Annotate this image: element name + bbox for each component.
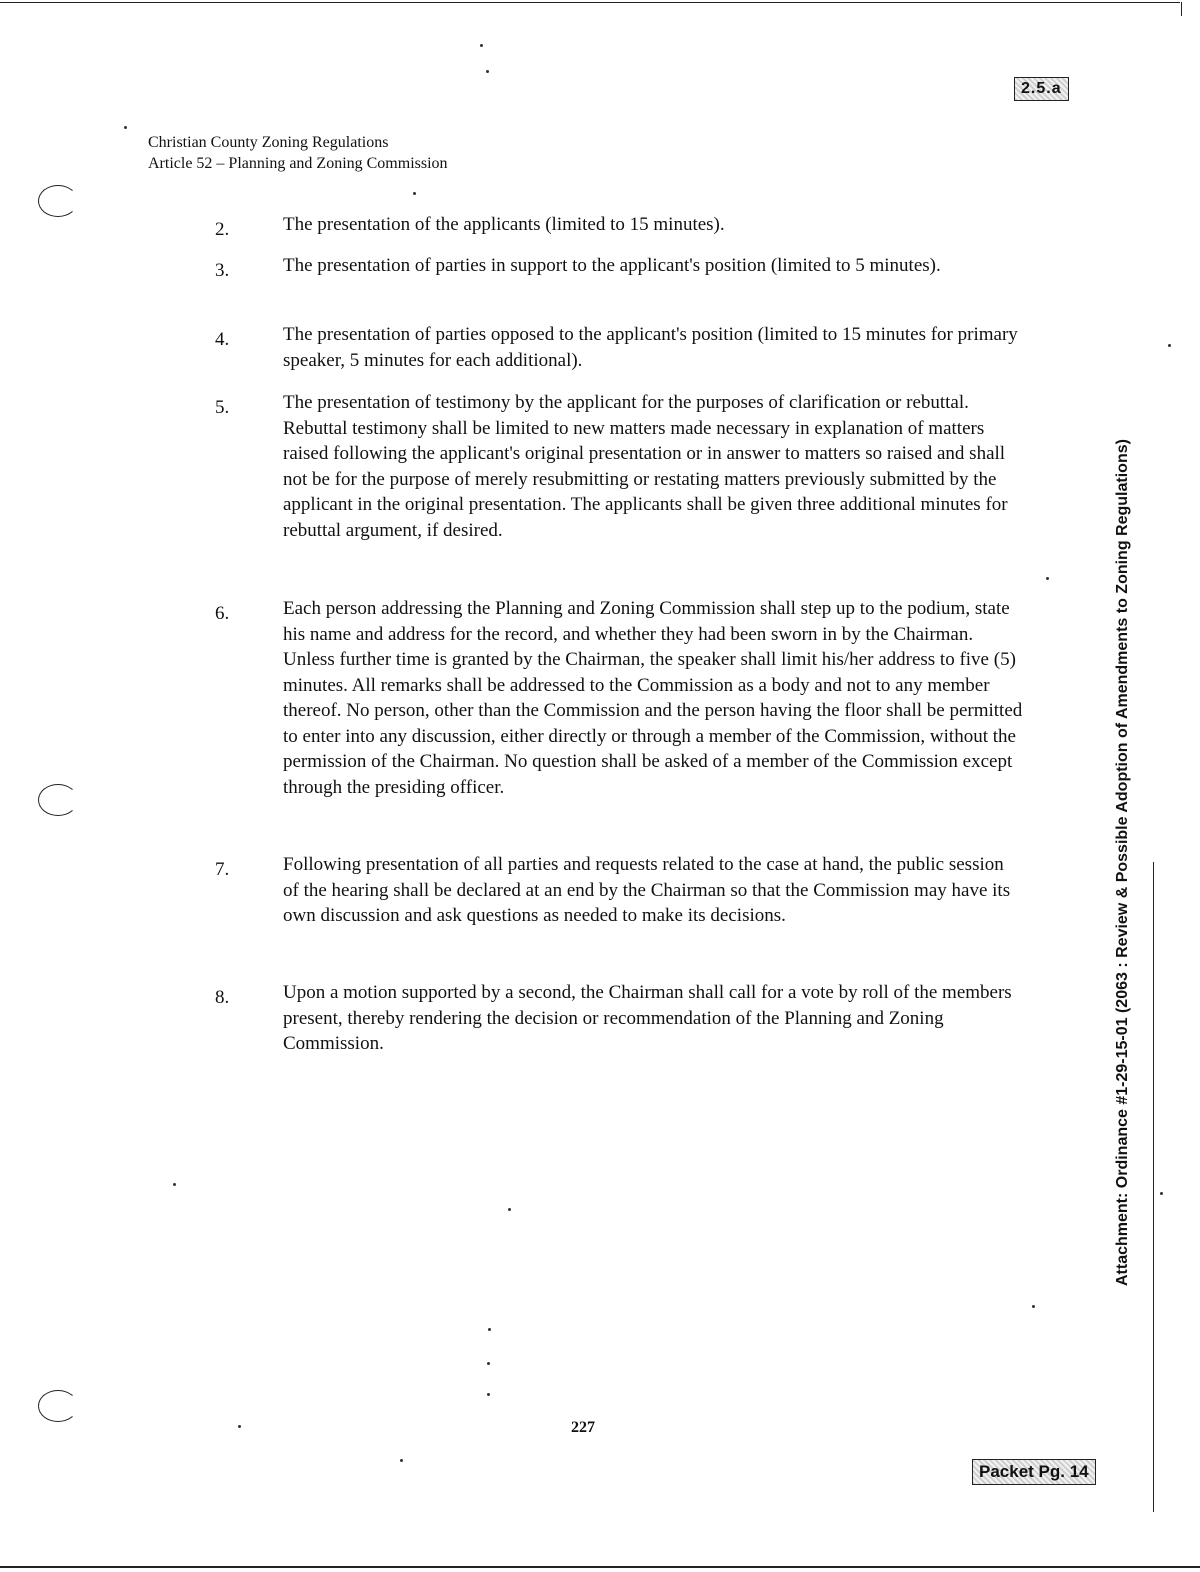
margin-rule <box>1153 862 1154 1512</box>
scan-speck <box>1160 1192 1163 1195</box>
scan-speck <box>486 70 489 73</box>
item-number: 7. <box>215 859 230 880</box>
item-number: 8. <box>215 987 230 1008</box>
scan-speck <box>124 126 127 129</box>
item-number: 6. <box>215 603 230 624</box>
item-text: Following presentation of all parties and requests related to the case at hand, the public session of the hearing shall be declared at an end by the Chairman so that the Commission may have its own discussion and ask questions as needed to make its decisions. <box>283 854 1011 926</box>
page-border-top <box>0 2 1180 3</box>
scan-speck <box>508 1208 511 1211</box>
page-number: 227 <box>571 1419 595 1436</box>
item-text: The presentation of parties opposed to the applicant's position (limited to 15 minutes for primary speaker, 5 minutes for each additional). <box>283 324 1018 371</box>
packet-page-stamp: Packet Pg. 14 <box>972 1459 1096 1485</box>
scan-speck <box>1168 344 1171 347</box>
item-text: Upon a motion supported by a second, the Chairman shall call for a vote by roll of the members present, thereby rendering the decision or recommendation of the Planning and Zoning Commission. <box>283 982 1012 1054</box>
item-text: The presentation of parties in support to the applicant's position (limited to 5 minutes). <box>283 255 941 276</box>
scan-speck <box>413 192 416 195</box>
punch-hole-bottom <box>38 1390 78 1422</box>
header-article: Article 52 – Planning and Zoning Commission <box>148 155 448 172</box>
attachment-side-note: Attachment: Ordinance #1-29-15-01 (2063 : Review & Possible Adoption of Amendments to Zoning Regulations) <box>1114 439 1131 1286</box>
scan-speck <box>488 1328 491 1331</box>
item-text: The presentation of testimony by the applicant for the purposes of clarification or rebuttal. Rebuttal testimony shall be limited to new matters made necessary in explanation of matters raised following the applicant's original presentation or in answer to matters so raised and shall not be for the purpose of merely resubmitting or restating matters previously submitted by the applicant in the original presentation. The applicants shall be given three additional minutes for rebuttal argument, if desired. <box>283 392 1008 541</box>
item-text: Each person addressing the Planning and Zoning Commission shall step up to the podium, state his name and address for the record, and whether they had been sworn in by the Chairman. Unless further time is granted by the Chairman, the speaker shall limit his/her address to five (5) minutes. All remarks shall be addressed to the Commission as a body and not to any member thereof. No person, other than the Commission and the person having the floor shall be permitted to enter into any discussion, either directly or through a member of the Commission, without the permission of the Chairman. No question shall be asked of a member of the Commission except through the presiding officer. <box>283 598 1023 798</box>
item-text: The presentation of the applicants (limited to 15 minutes). <box>283 214 725 235</box>
scan-speck <box>238 1425 241 1428</box>
scan-speck <box>1032 1305 1035 1308</box>
scan-speck <box>487 1362 490 1365</box>
scan-speck <box>173 1183 176 1186</box>
scan-speck <box>480 44 483 47</box>
item-number: 3. <box>215 260 230 281</box>
item-number: 2. <box>215 219 230 240</box>
section-stamp: 2.5.a <box>1014 77 1069 101</box>
item-number: 4. <box>215 329 230 350</box>
page-border-bottom <box>0 1566 1200 1568</box>
scan-speck <box>1046 577 1049 580</box>
header-title: Christian County Zoning Regulations <box>148 134 389 151</box>
document-header <box>148 132 448 174</box>
item-number: 5. <box>215 397 230 418</box>
punch-hole-middle <box>38 784 78 816</box>
scan-speck <box>400 1459 403 1462</box>
punch-hole-top <box>38 185 78 217</box>
page-border-right <box>1181 2 1182 16</box>
scan-speck <box>487 1393 490 1396</box>
